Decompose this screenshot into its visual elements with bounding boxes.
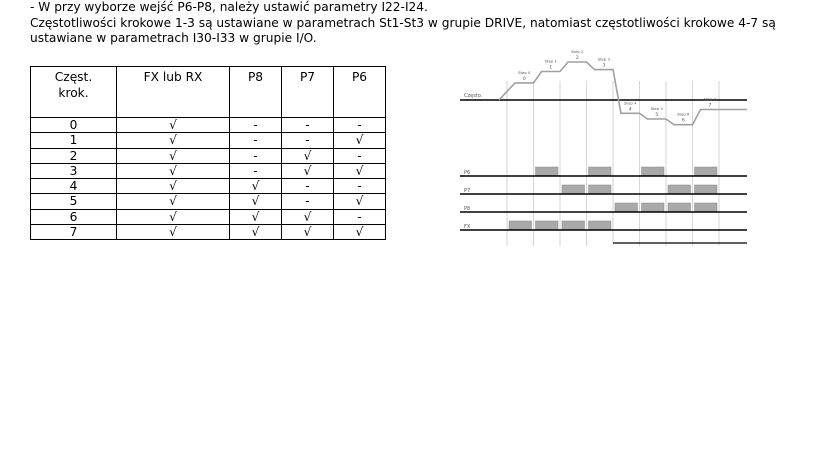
signal-pulse [695,185,718,194]
table-cell: √ [282,225,334,240]
frequency-label: Często. [464,93,483,99]
table-cell: √ [117,179,230,194]
text-line-1: - W przy wyborze wejść P6-P8, należy ustawić parametry I22-I24. [30,0,428,14]
signal-pulse [589,167,612,176]
table-cell: √ [282,209,334,224]
step-code: 1 [549,65,553,71]
text-line-3: ustawiane w parametrach I30-I33 w grupie I/O. [30,31,317,45]
step-label: Step 1 [544,58,557,64]
table-cell: √ [334,133,386,148]
table-cell: 5 [31,194,117,209]
table-cell: 4 [31,179,117,194]
step-code: 5 [655,113,659,118]
signal-pulse [615,203,638,212]
table-row [31,118,386,133]
table-row [31,163,386,178]
table-cell: √ [230,209,282,224]
header-p6: P6 [334,67,386,118]
table-cell: - [282,194,334,209]
signal-pulse [589,221,612,230]
step-code: 3 [602,63,606,69]
table-cell: √ [117,133,230,148]
table-cell: - [334,209,386,224]
step-label: Step 4 [624,100,637,106]
step-code: 2 [575,56,579,61]
signal-pulse [589,185,612,194]
table-row [31,179,386,194]
table-cell: 1 [31,133,117,148]
table-cell: √ [282,163,334,178]
header-step-freq: Częst. krok. [31,67,117,118]
table-cell: - [230,133,282,148]
signal-pulse [668,185,691,194]
table-cell: √ [334,163,386,178]
table-row [31,194,386,209]
table-cell: √ [334,225,386,240]
signal-pulse [509,221,532,230]
signal-pulse [695,203,718,212]
signal-pulse [642,203,665,212]
table-cell: - [230,163,282,178]
table-cell: 2 [31,148,117,163]
table-row [31,148,386,163]
step-label: Step 7 [703,96,716,102]
table-header-row [31,67,386,118]
table-cell: - [282,133,334,148]
step-code: 6 [681,118,685,124]
signal-pulse [536,167,559,176]
table-cell: - [334,148,386,163]
signal-label: FX [464,224,471,230]
step-label: Step 6 [677,111,690,117]
table-cell: √ [230,179,282,194]
signal-pulse [695,167,718,176]
signal-pulse [562,185,585,194]
table-cell: 0 [31,118,117,133]
step-code: 4 [628,107,632,113]
step-code: 7 [708,103,712,109]
table-row [31,133,386,148]
signal-label: P8 [464,206,471,212]
table-cell: √ [334,194,386,209]
step-label: Step 5 [650,106,663,111]
signal-pulse [562,221,585,230]
signal-pulse [536,221,559,230]
step-frequency-table [30,66,386,240]
table-cell: √ [117,194,230,209]
step-label: Step 3 [597,56,610,62]
table-row [31,209,386,224]
signal-label: P7 [464,188,471,194]
table-cell: - [282,179,334,194]
frequency-curve [499,62,747,125]
header-p8: P8 [230,67,282,118]
table-body [31,118,386,240]
table-cell: √ [117,209,230,224]
step-label: Step 2 [571,49,584,54]
table-cell: √ [117,163,230,178]
table-cell: 3 [31,163,117,178]
signal-label: P6 [464,170,471,176]
step-label: Step 0 [518,69,531,75]
table-cell: √ [230,194,282,209]
table-row [31,225,386,240]
signal-pulse [668,203,691,212]
table-cell: - [282,118,334,133]
table-cell: - [334,118,386,133]
step-code: 0 [522,76,526,82]
header-p7: P7 [282,67,334,118]
header-fx-rx: FX lub RX [117,67,230,118]
table-cell: - [230,148,282,163]
table-cell: √ [230,225,282,240]
table-cell: √ [117,148,230,163]
table-cell: 6 [31,209,117,224]
signal-pulse [642,167,665,176]
table-cell: √ [117,118,230,133]
table-cell: √ [117,225,230,240]
table-cell: 7 [31,225,117,240]
table-cell: - [334,179,386,194]
table-cell: - [230,118,282,133]
table-cell: √ [282,148,334,163]
timing-diagram [460,26,760,251]
text-line-2: Częstotliwości krokowe 1-3 są ustawiane w parametrach St1-St3 w grupie DRIVE, natomiast częstotliwości krokowe 4-7 są [30,15,776,30]
